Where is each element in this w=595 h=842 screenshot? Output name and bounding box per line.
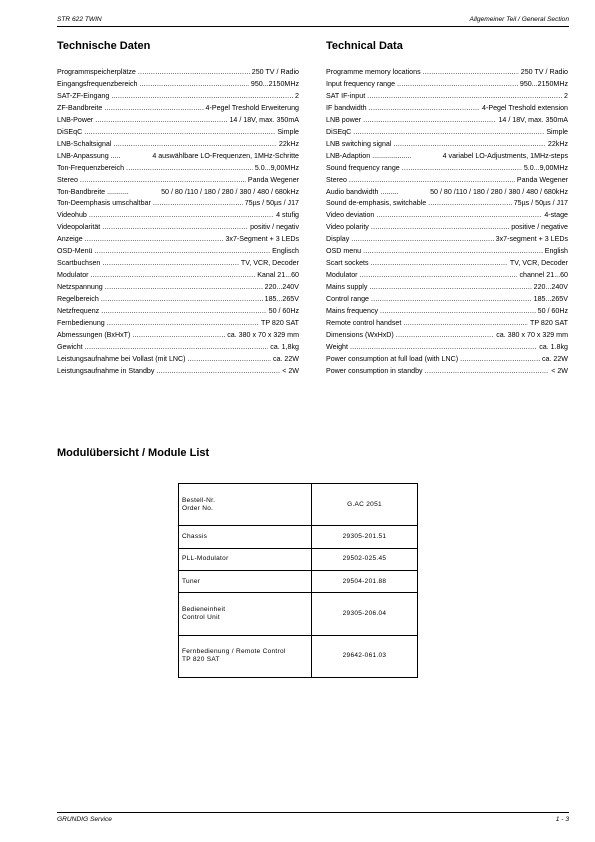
dot-leader xyxy=(460,354,540,366)
section-name: Allgemeiner Teil / General Section xyxy=(469,16,569,23)
dot-leader xyxy=(101,306,266,318)
spec-value: 75µs / 50µs / J17 xyxy=(513,199,568,208)
dot-leader xyxy=(371,294,532,306)
spec-value: 4-Pegel Treshold extension xyxy=(482,103,568,112)
spec-value: 3x7-segment + 3 LEDs xyxy=(495,235,568,244)
spec-label: Netzspannung xyxy=(57,283,103,292)
module-name xyxy=(179,593,312,635)
module-name xyxy=(179,635,312,677)
dot-leader xyxy=(367,91,562,103)
dot-leader xyxy=(376,210,542,222)
module-name-line: Fernbedienung / Remote Control xyxy=(182,648,286,656)
spec-label: Display xyxy=(326,235,350,244)
spec-label: Power consumption in standby xyxy=(326,366,423,375)
spec-value: 4 auswählbare LO-Frequenzen, 1MHz-Schritte xyxy=(152,151,299,160)
spec-label: Anzeige xyxy=(57,235,83,244)
spec-value: 220...240V xyxy=(533,283,568,292)
spec-label: Programmspeicherplätze xyxy=(57,68,136,76)
spec-row xyxy=(326,306,568,318)
dot-leader xyxy=(428,198,512,210)
spec-value: ca. 380 x 70 x 329 mm xyxy=(496,330,568,339)
spec-label: SAT-ZF-Eingang xyxy=(57,91,110,100)
spec-row xyxy=(57,330,299,342)
dot-leader xyxy=(89,210,274,222)
dot-leader xyxy=(107,318,259,330)
spec-label: OSD menu xyxy=(326,247,362,256)
module-row xyxy=(179,484,418,526)
module-name xyxy=(179,571,312,593)
dot-leader xyxy=(349,175,515,187)
module-row xyxy=(179,571,418,593)
spec-label: LNB-Anpassung ..... xyxy=(57,151,121,160)
dot-leader xyxy=(351,234,493,246)
spec-row xyxy=(326,79,568,91)
dot-leader xyxy=(402,163,522,175)
spec-row xyxy=(326,366,568,378)
spec-value: 3x7-Segment + 3 LEDs xyxy=(225,235,299,244)
spec-value: positive / negative xyxy=(511,223,568,232)
dot-leader xyxy=(403,318,528,330)
spec-row xyxy=(326,342,568,354)
spec-value: Panda Wegener xyxy=(516,175,568,184)
spec-row xyxy=(326,163,568,175)
spec-label: Ton-Deemphasis umschaltbar xyxy=(57,199,151,208)
spec-value: 75µs / 50µs / J17 xyxy=(244,199,299,208)
spec-label: LNB-Schaltsignal xyxy=(57,139,112,148)
dot-leader xyxy=(94,246,270,258)
dot-leader xyxy=(101,294,263,306)
technical-data-english xyxy=(326,40,568,378)
spec-row xyxy=(57,258,299,270)
spec-value: < 2W xyxy=(551,366,568,375)
spec-value: 950...2150MHz xyxy=(250,79,299,88)
spec-label: Programme memory locations xyxy=(326,68,421,76)
spec-label: Remote control handset xyxy=(326,319,402,328)
module-part-number: 29305-206.04 xyxy=(312,593,418,635)
spec-value: Simple xyxy=(277,127,299,136)
spec-row xyxy=(326,115,568,127)
spec-value: ca. 380 x 70 x 329 mm xyxy=(227,330,299,339)
spec-label: Dimensions (WxHxD) xyxy=(326,330,394,339)
spec-value: 2 xyxy=(564,91,568,100)
spec-row xyxy=(326,127,568,139)
spec-row xyxy=(57,282,299,294)
module-name-line: Control Unit xyxy=(182,614,220,622)
spec-label: DiSEqC xyxy=(57,127,83,136)
spec-value: 2 xyxy=(295,91,299,100)
dot-leader xyxy=(188,354,271,366)
module-part-number: 29504-201.88 xyxy=(312,571,418,593)
spec-row xyxy=(57,91,299,103)
spec-label: Mains frequency xyxy=(326,307,379,316)
spec-label: Leistungsaufnahme bei Vollast (mit LNC) xyxy=(57,354,186,363)
spec-list-english xyxy=(326,67,568,378)
spec-row xyxy=(326,175,568,187)
spec-label: LNB-Adaption .................... xyxy=(326,151,412,160)
dot-leader xyxy=(138,67,250,79)
module-part-number: 29305-201.51 xyxy=(312,526,418,548)
module-row xyxy=(179,548,418,570)
module-name xyxy=(179,484,312,526)
module-part-number: 29502-025.45 xyxy=(312,548,418,570)
dot-leader xyxy=(369,103,480,115)
spec-value: channel 21...60 xyxy=(519,271,568,280)
spec-value: TV, VCR, Decoder xyxy=(509,259,568,268)
spec-label: Videohub xyxy=(57,211,87,220)
spec-value: Panda Wegener xyxy=(247,175,299,184)
spec-row xyxy=(326,222,568,234)
dot-leader xyxy=(153,198,243,210)
dot-leader xyxy=(91,270,256,282)
spec-value: 14 / 18V, max. 350mA xyxy=(498,115,568,124)
dot-leader xyxy=(113,139,276,151)
spec-row xyxy=(326,198,568,210)
dot-leader xyxy=(360,270,518,282)
spec-label: Netzfrequenz xyxy=(57,307,100,316)
spec-row xyxy=(57,198,299,210)
spec-value: 22kHz xyxy=(278,139,299,148)
spec-value: 4 variabel LO-Adjustments, 1MHz-steps xyxy=(442,151,568,160)
module-name-line: Bestell-Nr. xyxy=(182,496,216,504)
module-name-line: Chassis xyxy=(182,532,208,540)
spec-row xyxy=(57,294,299,306)
module-row xyxy=(179,593,418,635)
spec-value: 4 stufig xyxy=(276,211,299,220)
spec-value: TP 820 SAT xyxy=(530,319,568,328)
spec-row xyxy=(57,79,299,91)
spec-value: Kanal 21...60 xyxy=(257,271,299,280)
module-row xyxy=(179,635,418,677)
dot-leader xyxy=(104,103,203,115)
spec-row xyxy=(57,151,299,163)
spec-row xyxy=(326,270,568,282)
dot-leader xyxy=(363,115,496,127)
spec-label: Video polarity xyxy=(326,223,369,232)
dot-leader xyxy=(95,115,227,127)
page-footer xyxy=(57,812,569,825)
dot-leader xyxy=(102,222,248,234)
spec-row xyxy=(57,115,299,127)
section-title-english: Technical Data xyxy=(326,40,403,52)
spec-row xyxy=(57,366,299,378)
page-header xyxy=(57,13,569,27)
module-name-line: PLL-Modulator xyxy=(182,555,229,563)
spec-label: LNB switching signal xyxy=(326,139,392,148)
spec-label: Sound frequency range xyxy=(326,163,400,172)
dot-leader xyxy=(380,306,536,318)
dot-leader xyxy=(80,175,246,187)
technical-data-german xyxy=(57,40,299,378)
spec-label: Scartbuchsen xyxy=(57,259,101,268)
page-number: 1 - 3 xyxy=(555,816,569,823)
spec-row xyxy=(57,210,299,222)
spec-label: Video deviation xyxy=(326,211,375,220)
dot-leader xyxy=(139,79,248,91)
spec-label: ZF-Bandbreite xyxy=(57,103,103,112)
spec-value: 250 TV / Radio xyxy=(251,68,299,76)
spec-label: Stereo xyxy=(57,175,78,184)
spec-row xyxy=(326,187,568,199)
spec-value: 50 / 60Hz xyxy=(268,307,299,316)
spec-row xyxy=(57,306,299,318)
spec-row xyxy=(326,103,568,115)
spec-value: Englisch xyxy=(272,247,299,256)
spec-label: Input frequency range xyxy=(326,79,396,88)
spec-value: 185...265V xyxy=(264,295,299,304)
spec-label: Eingangsfrequenzbereich xyxy=(57,79,138,88)
dot-leader xyxy=(84,127,275,139)
spec-value: 50 / 60Hz xyxy=(537,307,568,316)
dot-leader xyxy=(396,330,494,342)
dot-leader xyxy=(156,366,280,378)
dot-leader xyxy=(423,67,519,79)
spec-row xyxy=(57,222,299,234)
spec-value: TV, VCR, Decoder xyxy=(240,259,299,268)
spec-row xyxy=(57,187,299,199)
module-name xyxy=(179,526,312,548)
spec-value: English xyxy=(544,247,568,256)
dot-leader xyxy=(102,258,239,270)
spec-row xyxy=(326,234,568,246)
dot-leader xyxy=(397,79,518,91)
module-name-line: Order No. xyxy=(182,504,214,512)
module-part-number: G.AC 2051 xyxy=(312,484,418,526)
spec-value: 5.0...9,00MHz xyxy=(523,163,568,172)
spec-value: < 2W xyxy=(282,366,299,375)
module-row xyxy=(179,526,418,548)
spec-row xyxy=(57,67,299,79)
dot-leader xyxy=(126,163,253,175)
spec-row xyxy=(57,139,299,151)
spec-label: Gewicht xyxy=(57,342,83,351)
spec-row xyxy=(326,282,568,294)
spec-label: LNB-Power xyxy=(57,115,94,124)
section-title-german: Technische Daten xyxy=(57,40,151,52)
module-name-line: TP 820 SAT xyxy=(182,656,220,664)
spec-label: Videopolarität xyxy=(57,223,101,232)
spec-row xyxy=(326,246,568,258)
spec-row xyxy=(326,330,568,342)
module-part-number: 29642-061.03 xyxy=(312,635,418,677)
dot-leader xyxy=(111,91,293,103)
dot-leader xyxy=(393,139,545,151)
spec-value: ca. 1,8kg xyxy=(270,342,299,351)
module-name-line: Bedieneinheit xyxy=(182,606,226,614)
spec-value: ca. 1.8kg xyxy=(539,342,568,351)
spec-row xyxy=(326,67,568,79)
spec-label: Regelbereich xyxy=(57,295,99,304)
spec-label: LNB power xyxy=(326,115,362,124)
spec-label: Leistungsaufnahme in Standby xyxy=(57,366,155,375)
spec-value: 250 TV / Radio xyxy=(520,68,568,76)
spec-value: ca. 22W xyxy=(272,354,299,363)
spec-label: Stereo xyxy=(326,175,347,184)
spec-label: SAT IF-input xyxy=(326,91,366,100)
dot-leader xyxy=(105,282,263,294)
spec-value: 220...240V xyxy=(264,283,299,292)
spec-row xyxy=(57,354,299,366)
dot-leader xyxy=(353,127,544,139)
module-list-title: Modulübersicht / Module List xyxy=(57,447,210,459)
spec-row xyxy=(57,163,299,175)
spec-label: OSD-Menü xyxy=(57,247,93,256)
spec-row xyxy=(57,246,299,258)
spec-label: DiSEqC xyxy=(326,127,352,136)
spec-row xyxy=(326,258,568,270)
spec-row xyxy=(326,151,568,163)
spec-label: Scart sockets xyxy=(326,259,369,268)
spec-label: Power consumption at full load (with LNC) xyxy=(326,354,459,363)
spec-value: 5.0...9,00MHz xyxy=(254,163,299,172)
spec-row xyxy=(326,318,568,330)
spec-row xyxy=(326,354,568,366)
spec-label: Ton-Frequenzbereich xyxy=(57,163,125,172)
spec-list-german xyxy=(57,67,299,378)
dot-leader xyxy=(371,258,508,270)
spec-value: 50 / 80 /110 / 180 / 280 / 380 / 480 / 680kHz xyxy=(430,187,568,196)
spec-value: 50 / 80 /110 / 180 / 280 / 380 / 480 / 680kHz xyxy=(161,187,299,196)
spec-label: Modulator xyxy=(326,271,358,280)
spec-label: Mains supply xyxy=(326,283,368,292)
spec-row xyxy=(326,139,568,151)
dot-leader xyxy=(425,366,550,378)
spec-row xyxy=(57,342,299,354)
spec-row xyxy=(57,318,299,330)
spec-row xyxy=(57,234,299,246)
spec-value: ca. 22W xyxy=(541,354,568,363)
module-table xyxy=(178,483,418,678)
spec-value: 4-stage xyxy=(544,211,568,220)
spec-value: Simple xyxy=(546,127,568,136)
model-name: STR 622 TWIN xyxy=(57,16,102,23)
dot-leader xyxy=(85,234,224,246)
spec-row xyxy=(57,103,299,115)
spec-value: 950...2150MHz xyxy=(519,79,568,88)
spec-label: Control range xyxy=(326,295,369,304)
spec-value: positiv / negativ xyxy=(250,223,299,232)
dot-leader xyxy=(85,342,269,354)
module-name-line: Tuner xyxy=(182,577,201,585)
dot-leader xyxy=(132,330,225,342)
spec-row xyxy=(326,294,568,306)
spec-value: 4-Pegel Treshold Erweiterung xyxy=(205,103,299,112)
spec-label: Weight xyxy=(326,342,348,351)
spec-label: Audio bandwidth ......... xyxy=(326,187,399,196)
dot-leader xyxy=(350,342,537,354)
footer-brand: GRUNDIG Service xyxy=(57,816,112,823)
spec-value: 22kHz xyxy=(547,139,568,148)
spec-value: TP 820 SAT xyxy=(261,319,299,328)
dot-leader xyxy=(363,246,543,258)
spec-label: Modulator xyxy=(57,271,89,280)
spec-value: 185...265V xyxy=(533,295,568,304)
spec-label: Fernbedienung xyxy=(57,319,105,328)
spec-row xyxy=(326,91,568,103)
spec-row xyxy=(57,175,299,187)
spec-row xyxy=(326,210,568,222)
spec-label: Ton-Bandbreite ........... xyxy=(57,187,129,196)
dot-leader xyxy=(369,282,531,294)
dot-leader xyxy=(371,222,509,234)
module-name xyxy=(179,548,312,570)
spec-label: Abmessungen (BxHxT) xyxy=(57,330,131,339)
spec-label: Sound de-emphasis, switchable xyxy=(326,199,427,208)
spec-row xyxy=(57,270,299,282)
spec-value: 14 / 18V, max. 350mA xyxy=(229,115,299,124)
spec-row xyxy=(57,127,299,139)
spec-label: IF bandwidth xyxy=(326,103,367,112)
